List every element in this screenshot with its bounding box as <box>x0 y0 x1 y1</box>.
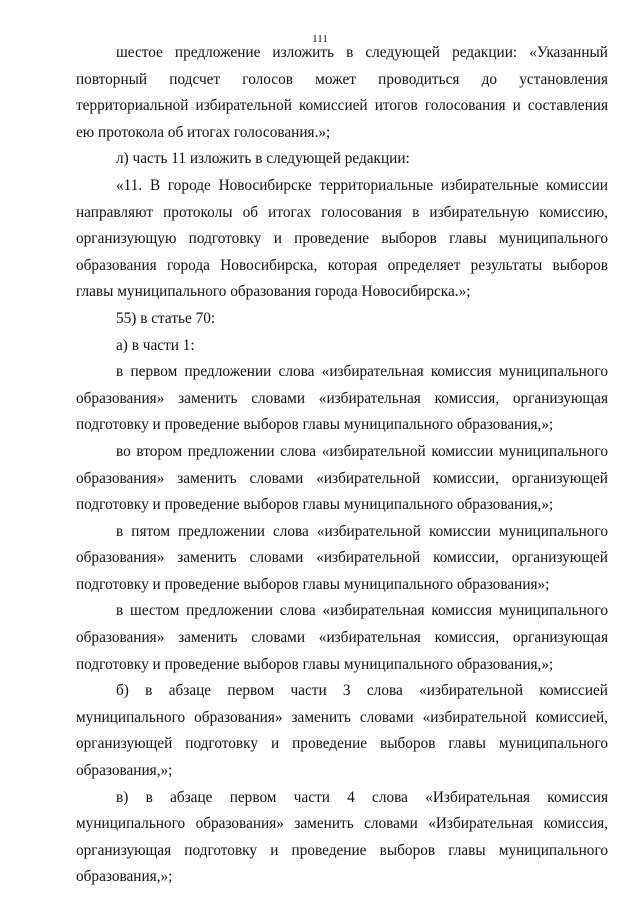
paragraph: шестое предложение изложить в следующей редакции: «Указанный повторный подсчет голосов может проводиться до установления территориальной избирательной комиссией итогов голосования и составления ею протокола об итогах голосования.»; <box>76 44 608 141</box>
paragraph: в шестом предложении слова «избирательная комиссия муниципального образования» заменить словами «избирательная комиссия, организующая подготовку и проведение выборов главы муниципального образования,»; <box>76 602 608 673</box>
paragraph: в пятом предложении слова «избирательной комиссии муниципального образования» заменить словами «избирательной комиссии, организующей подготовку и проведение выборов главы муниципального образования»; <box>76 522 608 593</box>
page-number: 111 <box>312 33 328 45</box>
paragraph: б) в абзаце первом части 3 слова «избирательной комиссией муниципального образования» заменить словами «избирательной комиссией, организующей подготовку и проведение выборов главы муниципального образования,»; <box>76 682 608 780</box>
document-body <box>76 40 608 891</box>
paragraph: в первом предложении слова «избирательная комиссия муниципального образования» заменить словами «избирательная комиссия, организующая подготовку и проведение выборов главы муниципального образования,»; <box>76 363 608 434</box>
paragraph: а) в части 1: <box>116 336 195 354</box>
paragraph: в) в абзаце первом части 4 слова «Избирательная комиссия муниципального образования» заменить словами «Избирательная комиссия, организующая подготовку и проведение выборов главы муниципального образования,»; <box>76 788 608 886</box>
paragraph: л) часть 11 изложить в следующей редакции: <box>116 150 410 168</box>
paragraph: «11. В городе Новосибирске территориальные избирательные комиссии направляют протоколы об итогах голосования в избирательную комиссию, организующую подготовку и проведение выборов главы муниципального образования города Новосибирска, которая определяет результаты выборов главы муниципального образования города Новосибирска.»; <box>76 176 608 301</box>
paragraph: во втором предложении слова «избирательной комиссии муниципального образования» заменить словами «избирательной комиссии, организующей подготовку и проведение выборов главы муниципального образования,»; <box>76 442 608 514</box>
paragraph: 55) в статье 70: <box>116 309 216 327</box>
